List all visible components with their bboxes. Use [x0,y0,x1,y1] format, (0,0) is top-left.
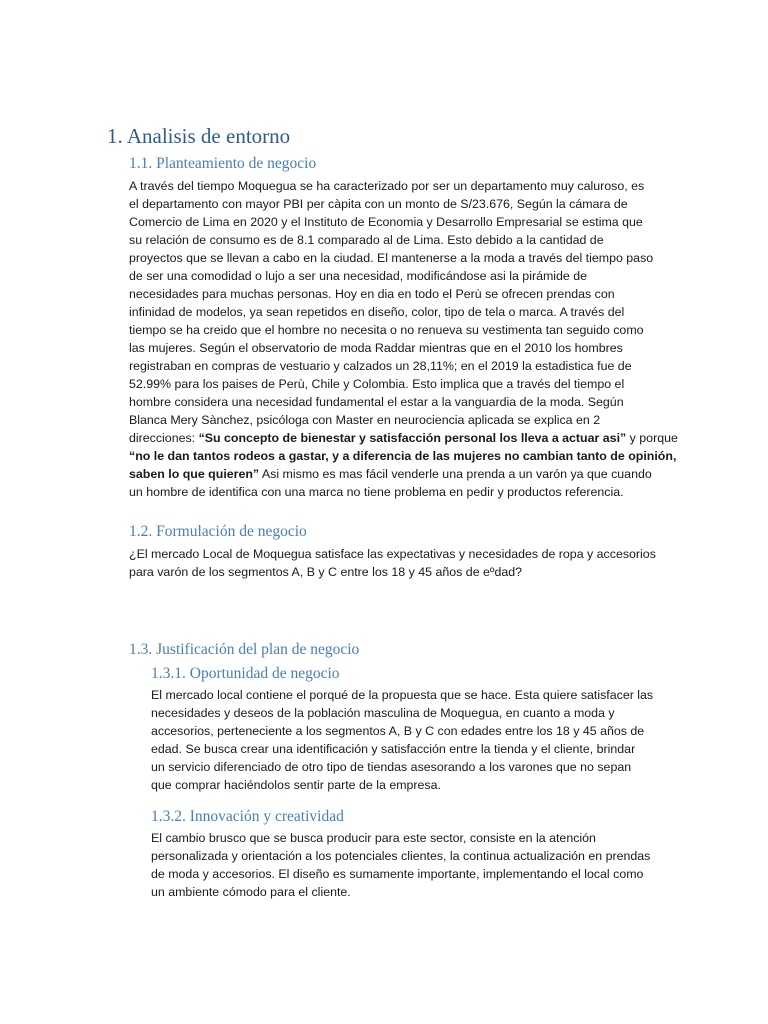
text-line: 52.99% para los paises de Perù, Chile y Colombia. Esto implica que a través del tiempo el [129,377,625,391]
text-line: hombre considera una necesidad fundamental el estar a la vanguardia de la moda. Según [129,395,624,409]
text-line [129,465,678,483]
text-line: necesidades para muchas personas. Hoy en dia en todo el Perù se ofrecen prendas con [129,287,615,301]
text-line: ¿El mercado Local de Moquegua satisface las expectativas y necesidades de ropa y accesorios [129,547,656,561]
paragraph-innovacion [151,829,650,901]
heading-oportunidad-de-negocio: 1.3.1. Oportunidad de negocio [151,665,340,682]
text-line: registraban en compras de vestuario y calzados un 28,11%; en el 2019 la estadistica fue de [129,359,632,373]
text-line: infinidad de modelos, ya sean repetidos en diseño, color, tipo de tela o marca. A través del [129,305,625,319]
text-line: edad. Se busca crear una identificación y satisfacción entre la tienda y el cliente, brindar [151,742,636,756]
text-line: un hombre de identifica con una marca no tiene problema en pedir y productos referencia. [129,485,624,499]
paragraph-oportunidad [151,686,653,794]
text-run: y porque [626,431,678,445]
heading-analisis-de-entorno: 1. Analisis de entorno [107,124,291,148]
text-line: que comprar haciéndolos sentir parte de la empresa. [151,778,441,792]
heading-planteamiento-de-negocio: 1.1. Planteamiento de negocio [129,155,317,172]
text-line: un servicio diferenciado de otro tipo de tiendas asesorando a los varones que no sepan [151,760,632,774]
text-run: direcciones: [129,431,199,445]
text-line: Comercio de Lima en 2020 y el Instituto de Economia y Desarrollo Empresarial se estima que [129,215,643,229]
text-line: de moda y accesorios. El diseño es sumamente importante, implementando el local como [151,867,644,881]
paragraph-planteamiento [129,177,678,501]
text-line: las mujeres. Según el observatorio de moda Raddar mientras que en el 2010 los hombres [129,341,623,355]
heading-formulacion-de-negocio: 1.2. Formulación de negocio [129,523,307,540]
text-line: un ambiente cómodo para el cliente. [151,885,351,899]
text-line: accesorios, perteneciente a los segmentos A, B y C con edades entre los 18 y 45 años de [151,724,645,738]
text-line: Blanca Mery Sànchez, psicóloga con Master en neurociencia aplicada se explica en 2 [129,413,601,427]
paragraph-formulacion [129,545,656,581]
heading-justificacion-plan-de-negocio: 1.3. Justificación del plan de negocio [129,641,360,658]
text-line: El mercado local contiene el porqué de la propuesta que se hace. Esta quiere satisfacer las [151,688,654,702]
quote-bold: “no le dan tantos rodeos a gastar, y a diferencia de las mujeres no cambian tanto de opinión, [129,449,677,463]
text-line: necesidades y deseos de la población masculina de Moquegua, en cuanto a moda y [151,706,615,720]
heading-innovacion-y-creatividad: 1.3.2. Innovación y creatividad [151,808,344,825]
quote-bold: saben lo que quieren” [129,467,260,481]
text-line: tiempo se ha creido que el hombre no necesita o no renueva su vestimenta tan seguido como [129,323,644,337]
quote-bold: “Su concepto de bienestar y satisfacción personal los lleva a actuar asi” [198,431,627,445]
text-run: Asi mismo es mas fácil venderle una prenda a un varón ya que cuando [259,467,652,481]
text-line: el departamento con mayor PBI per càpita con un monto de S/23.676, Según la cámara de [129,197,628,211]
text-line: A través del tiempo Moquegua se ha caracterizado por ser un departamento muy caluroso, es [129,179,645,193]
text-line: El cambio brusco que se busca producir para este sector, consiste en la atención [151,831,596,845]
text-line: su relación de consumo es de 8.1 comparado al de Lima. Esto debido a la cantidad de [129,233,604,247]
text-line: de ser una comodidad o lujo a ser una necesidad, modificándose asi la pirámide de [129,269,588,283]
text-line: personalizada y orientación a los potenciales clientes, la continua actualización en prendas [151,849,651,863]
text-line [129,429,678,447]
text-line: para varón de los segmentos A, B y C entre los 18 y 45 años de eºdad? [129,565,523,579]
text-line: proyectos que se llevan a cabo en la ciudad. El mantenerse a la moda a través del tiempo paso [129,251,654,265]
